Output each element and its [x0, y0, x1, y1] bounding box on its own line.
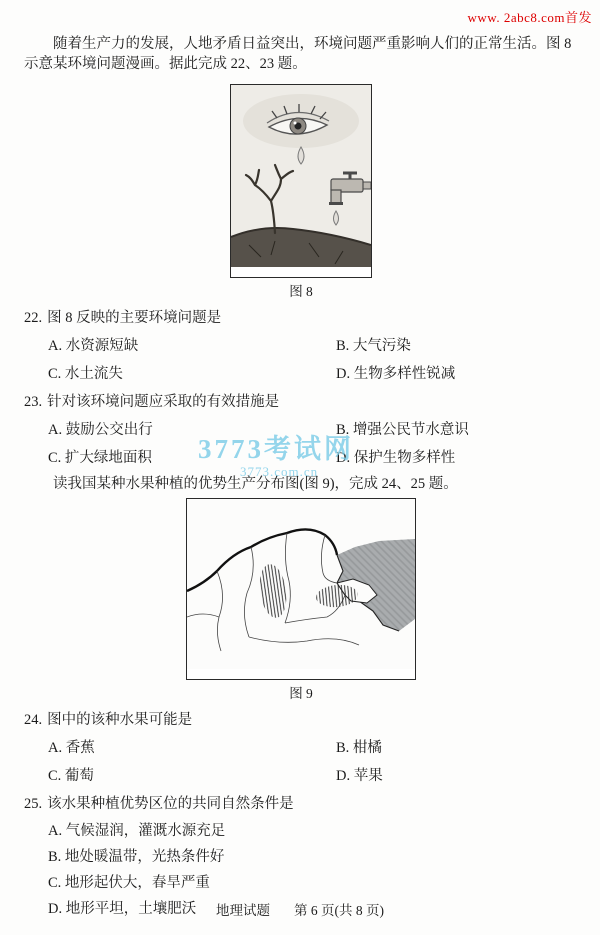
question-23	[24, 392, 578, 468]
option-c: C. 水土流失	[48, 366, 123, 382]
question-number: 24.	[24, 712, 43, 728]
question-number: 23.	[24, 394, 43, 410]
option-a: A. 气候湿润，灌溉水源充足	[48, 823, 226, 839]
figure8-cartoon	[230, 84, 372, 278]
option-c: C. 葡萄	[48, 768, 94, 784]
option-a: A. 鼓励公交出行	[48, 422, 153, 438]
question-22-options	[48, 336, 578, 384]
watermark-site-url: 3773.com.cn	[240, 464, 319, 479]
footer-doc-title: 地理试题	[216, 903, 270, 918]
figure8-drawing	[231, 85, 371, 267]
question-25-stem	[24, 794, 578, 814]
figure8-caption: 图 8	[289, 284, 313, 299]
figure8	[24, 84, 578, 302]
option-a: A. 水资源短缺	[48, 338, 139, 354]
site-credit: www. 2abc8.com首发	[467, 10, 592, 25]
option-a: A. 香蕉	[48, 740, 95, 756]
option-c: C. 地形起伏大，春旱严重	[48, 875, 210, 891]
figure9-leadin: 读我国某种水果种植的优势生产分布图(图 9)，完成 24、25 题。	[53, 476, 458, 492]
question-text: 针对该环境问题应采取的有效措施是	[47, 394, 280, 410]
option-d: D. 保护生物多样性	[336, 450, 456, 466]
page-footer	[0, 901, 600, 921]
option-b: B. 大气污染	[336, 338, 411, 354]
watermark-site-name: 3773考试网	[198, 434, 354, 464]
option-c: C. 扩大绿地面积	[48, 450, 152, 466]
option-b: B. 增强公民节水意识	[336, 422, 469, 438]
question-text: 图中的该种水果可能是	[47, 712, 193, 728]
option-b: B. 地处暖温带，光热条件好	[48, 849, 225, 865]
question-24-options	[48, 738, 578, 786]
question-24	[24, 710, 578, 786]
question-23-options	[48, 420, 578, 468]
question-22	[24, 308, 578, 384]
question-23-stem	[24, 392, 578, 412]
figure9-drawing	[187, 499, 415, 669]
figure9-map	[186, 498, 416, 680]
figure9-caption: 图 9	[289, 686, 313, 701]
figure9	[24, 498, 578, 704]
intro-paragraph: 随着生产力的发展，人地矛盾日益突出，环境问题严重影响人们的正常生活。图 8 示意某环境问题漫画。据此完成 22、23 题。	[24, 36, 572, 72]
question-22-stem	[24, 308, 578, 328]
question-text: 该水果种植优势区位的共同自然条件是	[47, 796, 294, 812]
option-b: B. 柑橘	[336, 740, 382, 756]
option-d: D. 地形平坦，土壤肥沃	[48, 901, 197, 917]
footer-page-info: 第 6 页(共 8 页)	[294, 903, 384, 918]
question-number: 22.	[24, 310, 43, 326]
question-24-stem	[24, 710, 578, 730]
option-d: D. 生物多样性锐减	[336, 366, 456, 382]
option-d: D. 苹果	[336, 768, 383, 784]
question-number: 25.	[24, 796, 43, 812]
question-text: 图 8 反映的主要环境问题是	[47, 310, 222, 326]
